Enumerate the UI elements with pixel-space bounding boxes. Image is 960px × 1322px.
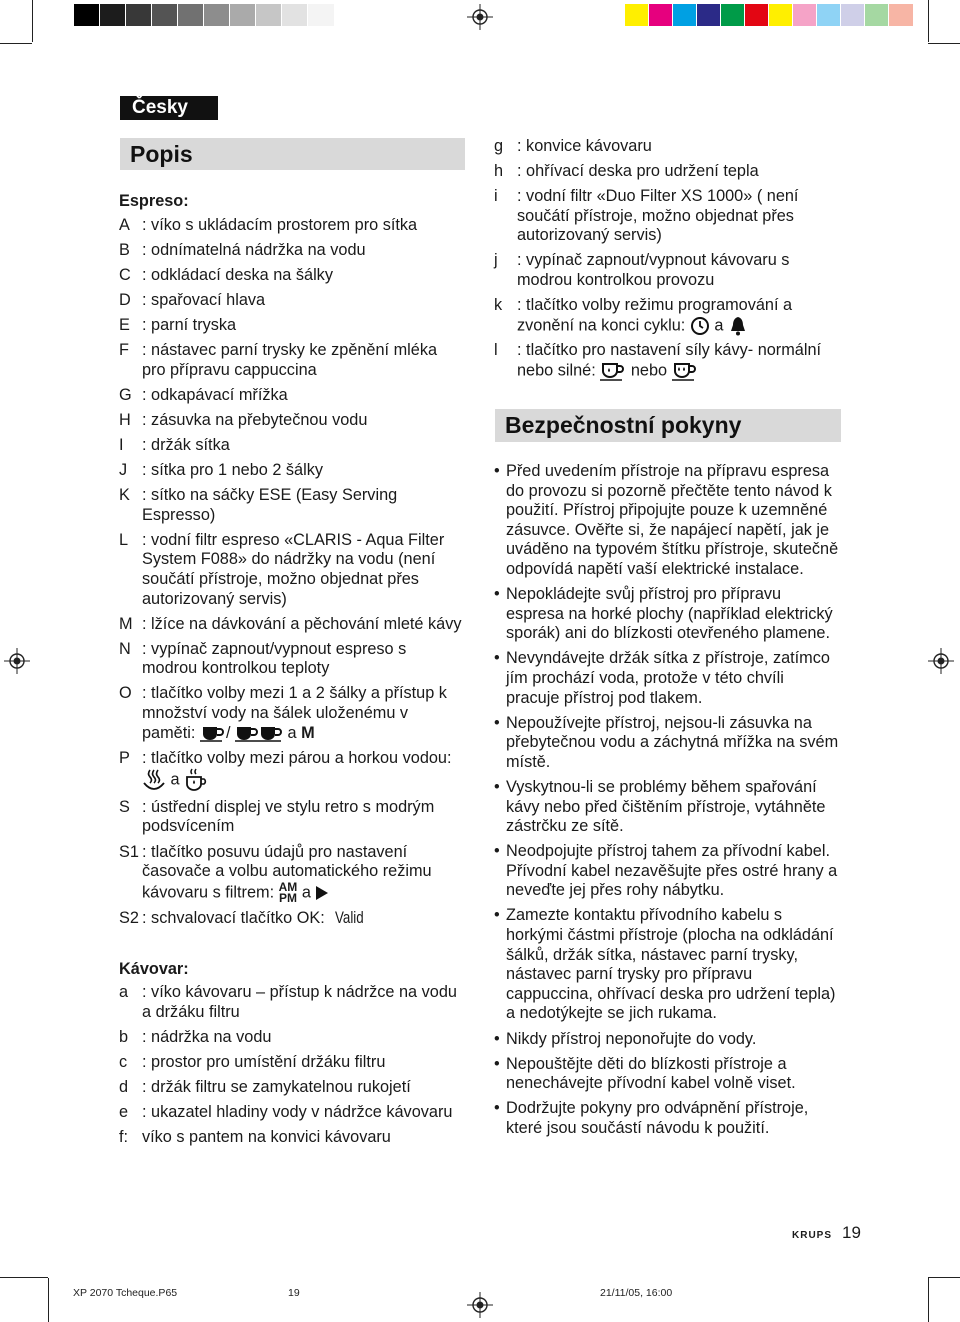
part-key: i [494, 187, 498, 206]
part-key: d [119, 1078, 129, 1097]
part-key: k [494, 296, 503, 315]
part-text: : sítko na sáčky ESE (Easy Serving Espresso) [142, 486, 398, 524]
part-text: : schvalovací tlačítko OK: [142, 909, 325, 928]
left-column [119, 192, 465, 1154]
registration-swatch [720, 4, 745, 26]
registration-mark-right [928, 648, 954, 674]
part-text: : vodní filtr «Duo Filter XS 1000» ( není součátí přístroje, možno objednat přes autorizovaný servis) [517, 187, 799, 245]
part-key: P [119, 748, 130, 767]
part-item-d [119, 1078, 465, 1098]
safety-item: • Před uvedením přístroje na přípravu espresa do provozu si pozorně přečtěte tento návod k použití. Přístroj připojujte pouze k uzemněné zásuvce. Ověřte si, že napájecí napětí, jak je uváděno na typovém štítku přístroje, skutečně odpovídá napětí vaší elektrické instalace. [494, 462, 840, 580]
footer-file-name: XP 2070 Tcheque.P65 [73, 1287, 178, 1299]
safety-item: • Dodržujte pokyny pro odvápnění přístroje, které jsou součástí návodu k použití. [494, 1099, 840, 1138]
part-key: L [119, 530, 129, 549]
part-text: : sítka pro 1 nebo 2 šálky [142, 461, 324, 480]
part-key: S [119, 797, 130, 816]
part-item-B [119, 241, 465, 261]
registration-swatch [281, 4, 308, 26]
part-text: : nádržka na vodu [142, 1028, 272, 1047]
registration-swatch [229, 4, 256, 26]
registration-swatch [648, 4, 673, 26]
registration-swatch [624, 4, 649, 26]
footer-page: 19 [288, 1287, 300, 1299]
safety-instructions-list [494, 462, 840, 1144]
pm-label: PM [278, 890, 297, 905]
part-item-S2 [119, 909, 465, 929]
strong-coffee-icon [672, 361, 698, 381]
section-heading-popis: Popis [120, 138, 465, 170]
registration-mark-top [467, 4, 493, 30]
safety-item: • Nevyndávejte držák sítka z přístroje, zatímco jím prochází voda, protože v této chvíli pracuje přístroj pod tlakem. [494, 649, 840, 708]
part-text: : ukazatel hladiny vody v nádržce kávovaru [142, 1103, 453, 1122]
part-key: S2 [119, 909, 139, 928]
safety-item: • Neodpojujte přístroj tahem za přívodní kabel. Přívodní kabel nezavěšujte přes ostré hrany a neveďte jej přes rohy nábytku. [494, 842, 840, 901]
part-text: : nástavec parní trysky ke zpěnění mléka pro přípravu cappuccina [142, 341, 438, 379]
part-key: B [119, 240, 130, 259]
one-cup-icon [200, 724, 226, 742]
am-pm-label [278, 879, 298, 905]
part-item-D [119, 291, 465, 311]
part-key: a [119, 983, 129, 1002]
and-word: a [287, 723, 297, 742]
part-text: : odnímatelná nádržka na vodu [142, 240, 366, 259]
part-key: A [119, 215, 130, 234]
part-text: : zásuvka na přebytečnou vodu [142, 410, 368, 429]
and-word: a [714, 316, 724, 335]
safety-item: • Nepoužívejte přístroj, nejsou-li zásuvka na přebytečnou vodu a záchytná mřížka na svém místě. [494, 714, 840, 773]
part-item-G [119, 386, 465, 406]
part-key: F [119, 341, 129, 360]
part-key: h [494, 162, 504, 181]
registration-swatch [840, 4, 865, 26]
registration-swatch [307, 4, 334, 26]
memory-m-label: M [301, 723, 315, 742]
part-key: O [119, 684, 132, 703]
part-text: : vypínač zapnout/vypnout kávovaru s modrou kontrolkou provozu [517, 251, 790, 290]
part-item-L [119, 531, 465, 609]
part-text: : víko kávovaru – přístup k nádržce na vodu a držáku filtru [142, 983, 457, 1021]
part-item-i [494, 187, 840, 246]
part-item-g [494, 137, 840, 157]
part-key: I [119, 435, 124, 454]
two-cups-icon [235, 724, 283, 742]
part-item-K [119, 486, 465, 525]
part-key: H [119, 410, 131, 429]
part-text: : víko s ukládacím prostorem pro sítka [142, 215, 418, 234]
part-text: : tlačítko posuvu údajů pro nastavení časovače a volbu automatického režimu kávovaru s filtrem: [142, 842, 432, 902]
safety-item: • Zamezte kontaktu přívodního kabelu s horkými částmi přístroje (plocha na odkládání šálků, držák sítka, nástavec parní trysky, nástavec parní trysky pro přípravu cappuccina, ohřívací deska pro udržení tepla) a nedotýkejte se jich rukama. [494, 906, 840, 1024]
registration-swatch [768, 4, 793, 26]
right-column [494, 137, 840, 386]
registration-swatch [125, 4, 152, 26]
and-word: a [170, 770, 180, 789]
espreso-parts-list [119, 216, 465, 679]
part-item-E [119, 316, 465, 336]
registration-swatch [864, 4, 889, 26]
registration-swatch [203, 4, 230, 26]
safety-item: • Nikdy přístroj neponořujte do vody. [494, 1030, 840, 1050]
section-heading-bezpecnost: Bezpečnostní pokyny [495, 409, 841, 442]
part-text: : odkládací deska na šálky [142, 265, 333, 284]
safety-item: • Nepokládejte svůj přístroj pro přípravu espresa na horké plochy (například elektrický sporák) ani do blízkosti otevřeného plamene. [494, 585, 840, 644]
hot-water-icon [184, 768, 208, 792]
registration-swatch [888, 4, 913, 26]
part-item-k [494, 296, 840, 336]
part-text: : tlačítko volby režimu programování a zvonění na konci cyklu: [517, 296, 793, 335]
part-text: : držák filtru se zamykatelnou rukojetí [142, 1078, 411, 1097]
part-key: G [119, 385, 132, 404]
play-triangle-icon [315, 885, 329, 901]
part-key: M [119, 614, 133, 633]
part-key: g [494, 137, 504, 155]
registration-swatch [792, 4, 817, 26]
part-text: : držák sítka [142, 435, 230, 454]
kavovar-parts-list-continued [494, 137, 840, 291]
part-text: : konvice kávovaru [517, 137, 652, 155]
part-text: : parní tryska [142, 315, 237, 334]
part-key: D [119, 290, 131, 309]
part-item-P [119, 749, 465, 793]
part-item-S1 [119, 843, 465, 904]
bell-icon [728, 316, 748, 336]
part-item-f [119, 1128, 465, 1148]
part-text: : tlačítko pro nastavení síly kávy- normální nebo silné: [517, 341, 822, 380]
registration-swatch [696, 4, 721, 26]
page-number: 19 [842, 1223, 861, 1242]
registration-swatch [816, 4, 841, 26]
part-item-h [494, 162, 840, 182]
separator-slash: / [225, 723, 231, 742]
and-word: a [301, 883, 311, 902]
part-item-A [119, 216, 465, 236]
part-item-O [119, 684, 465, 743]
am-label: AM [278, 879, 298, 894]
part-text: : odkapávací mřížka [142, 385, 288, 404]
part-item-a [119, 983, 465, 1022]
part-text: víko s pantem na konvici kávovaru [142, 1128, 391, 1147]
part-key: b [119, 1028, 129, 1047]
part-item-l [494, 341, 840, 381]
part-text: : vodní filtr espreso «CLARIS - Aqua Filter System F088» do nádržky na vodu (není součátí přístroje, možno objednat přes autorizovaný servis) [142, 530, 445, 608]
part-key: K [119, 486, 130, 505]
part-text: : vypínač zapnout/vypnout espreso s modrou kontrolkou teploty [142, 639, 407, 678]
part-item-e [119, 1103, 465, 1123]
registration-swatch [255, 4, 282, 26]
part-key: e [119, 1103, 129, 1122]
kavovar-parts-list [119, 983, 465, 1148]
registration-mark-left [4, 648, 30, 674]
registration-mark-bottom [467, 1292, 493, 1318]
part-text: : prostor pro umístění držáku filtru [142, 1053, 386, 1072]
part-key: c [119, 1053, 128, 1072]
part-text: : ústřední displej ve stylu retro s modrým podsvícením [142, 797, 435, 836]
part-key: N [119, 639, 131, 658]
part-text: : tlačítko volby mezi 1 a 2 šálky a přístup k množství vody na šálek uloženému v paměti: [142, 684, 447, 742]
part-key: j [494, 251, 498, 270]
part-key: J [119, 461, 128, 480]
part-key: C [119, 265, 131, 284]
part-text: : lžíce na dávkování a pěchování mleté kávy [142, 614, 462, 633]
part-item-C [119, 266, 465, 286]
registration-swatch [73, 4, 100, 26]
kavovar-heading: Kávovar: [119, 959, 189, 978]
safety-item: • Vyskytnou-li se problémy během spařování kávy nebo před čištěním přístroje, vytáhněte zástrčku ze sítě. [494, 778, 840, 837]
part-item-J [119, 461, 465, 481]
clock-icon [690, 316, 710, 336]
part-text: : spařovací hlava [142, 290, 266, 309]
part-key: E [119, 315, 130, 334]
registration-swatch [177, 4, 204, 26]
brand-logo: KRUPS [792, 1230, 833, 1241]
part-item-S [119, 798, 465, 837]
valid-label: Valid [335, 909, 365, 928]
part-item-j [494, 251, 840, 290]
part-item-H [119, 411, 465, 431]
safety-item: • Nepouštějte děti do blízkosti přístroje a nenechávejte přívodní kabel volně viset. [494, 1055, 840, 1094]
registration-swatch [99, 4, 126, 26]
normal-coffee-icon [600, 361, 626, 381]
registration-swatch [151, 4, 178, 26]
steam-icon [142, 769, 166, 791]
registration-swatch [744, 4, 769, 26]
registration-swatch [672, 4, 697, 26]
part-item-c [119, 1053, 465, 1073]
part-item-F [119, 341, 465, 380]
part-key: l [494, 341, 498, 360]
part-text: : ohřívací deska pro udržení tepla [517, 162, 759, 181]
footer-date: 21/11/05, 16:00 [600, 1287, 673, 1299]
part-key: f: [119, 1128, 129, 1147]
part-text: : tlačítko volby mezi párou a horkou vodou: [142, 748, 452, 767]
part-item-b [119, 1028, 465, 1048]
espreso-heading: Espreso: [119, 192, 189, 210]
language-tab: Česky [120, 96, 218, 120]
part-key: S1 [119, 842, 139, 861]
or-word: nebo [630, 361, 668, 380]
part-item-I [119, 436, 465, 456]
part-item-M [119, 615, 465, 635]
part-item-N [119, 640, 465, 679]
